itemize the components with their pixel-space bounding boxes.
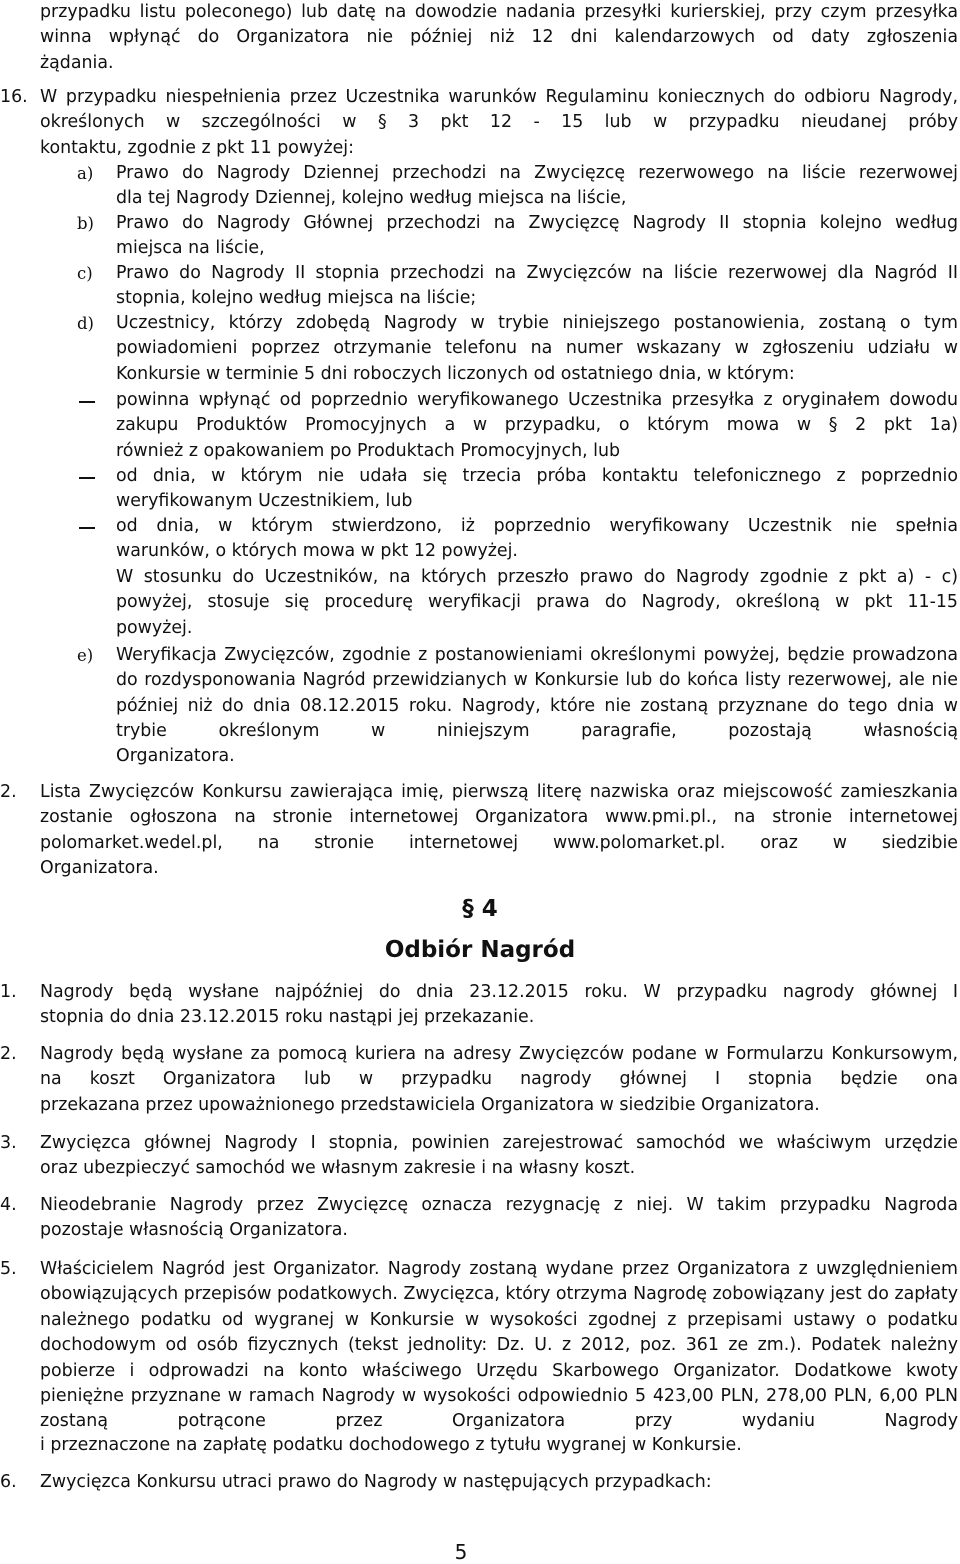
paragraph-text: Zwycięzca głównej Nagrody I stopnia, powinien zarejestrować samochód we właściwym urzędzie bbox=[40, 1133, 958, 1153]
sublist-item-d-end bbox=[116, 362, 958, 387]
paragraph-text: Zwycięzca Konkursu utraci prawo do Nagrody w następujących przypadkach: bbox=[40, 1472, 712, 1492]
paragraph-text: i przeznaczone na zapłatę podatku dochodowego z tytułu wygranej w Konkursie. bbox=[40, 1435, 742, 1455]
list-number: 4. bbox=[0, 1195, 17, 1215]
paragraph-text: Właścicielem Nagród jest Organizator. Nagrody zostaną wydane przez Organizatora z uwzględnieniem obowiązujących przepisów podatkowych. Zwycięzca, który otrzyma Nagrodę zobowiązany jest do zapłaty należnego podatku od wygranej w Konkursie w wysokości zgodnej z przepisami ustawy o podatku dochodowym od osób fizycznych (tekst jednolity: Dz. U. z 2012, poz. 361 ze zm.). Podatek należny pobierze i odprowadzi na konto właściwego Urzędu Skarbowego Organizator. Dodatkowe kwoty pieniężne przyznane w ramach Nagrody w wysokości odpowiednio 5 423,00 PLN, 278,00 PLN, 6,00 PLN zostaną potrącone przez Organizatora przy wydaniu Nagrody bbox=[40, 1259, 958, 1432]
paragraph-text: Nagrody będą wysłane za pomocą kuriera na adresy Zwycięzców podane w Formularzu Konkursowym, na koszt Organizatora lub w przypadku nagrody głównej I stopnia będzie ona bbox=[40, 1044, 958, 1090]
paragraph-text: oraz ubezpieczyć samochód we własnym zakresie i na własny koszt. bbox=[40, 1158, 636, 1178]
item-16-intro-end bbox=[40, 136, 958, 161]
list-number: 5. bbox=[0, 1259, 17, 1279]
list-item-3-end bbox=[40, 1156, 958, 1181]
paragraph-text: od dnia, w którym nie udała się trzecia próba kontaktu telefonicznego z poprzednio bbox=[116, 466, 958, 486]
list-item-4-end bbox=[40, 1218, 958, 1243]
dash-item-end bbox=[116, 439, 958, 464]
paragraph-text: Organizatora. bbox=[40, 858, 159, 878]
section-title: Odbiór Nagród bbox=[384, 937, 576, 963]
list-number: 2. bbox=[0, 782, 17, 802]
sublist-marker: d) bbox=[77, 314, 94, 333]
paragraph-text: W przypadku niespełnienia przez Uczestnika warunków Regulaminu koniecznych do odbioru Nagrody, określonych w szczególności w § 3 pkt 12 - 15 lub w przypadku nieudanej próby bbox=[40, 87, 958, 133]
list-number: 6. bbox=[0, 1472, 17, 1492]
item-2-paragraph-end bbox=[40, 856, 958, 881]
paragraph-text: dla tej Nagrody Dziennej, kolejno według miejsca na liście, bbox=[116, 188, 627, 208]
list-number: 1. bbox=[0, 982, 17, 1002]
paragraph-text: żądania. bbox=[40, 53, 114, 73]
paragraph-text: Lista Zwycięzców Konkursu zawierająca imię, pierwszą literę nazwiska oraz miejscowość zamieszkania zostanie ogłoszona na stronie internetowej Organizatora www.pmi.pl., na stronie internetowej polomarket.wedel.pl, na stronie internetowej www.polomarket.pl. oraz w siedzibie bbox=[40, 782, 958, 853]
paragraph-text: weryfikowanym Uczestnikiem, lub bbox=[116, 491, 413, 511]
page-number: 5 bbox=[454, 1540, 468, 1564]
paragraph-text: powinna wpłynąć od poprzednio weryfikowanego Uczestnika przesyłka z oryginałem dowodu zakupu Produktów Promocyjnych a w przypadku, o którym mowa w § 2 pkt 1a) bbox=[116, 390, 958, 436]
continuation-paragraph-end bbox=[40, 51, 958, 76]
dash-bullet-icon bbox=[79, 477, 95, 479]
list-number: 2. bbox=[0, 1044, 17, 1064]
paragraph-text: Prawo do Nagrody Głównej przechodzi na Zwycięzcę Nagrody II stopnia kolejno według bbox=[116, 213, 958, 233]
paragraph-text: warunków, o których mowa w pkt 12 powyżej. bbox=[116, 541, 518, 561]
sublist-item-b-end bbox=[116, 236, 958, 261]
paragraph-text: stopnia do dnia 23.12.2015 roku nastąpi jej przekazanie. bbox=[40, 1007, 535, 1027]
paragraph-text: Nagrody będą wysłane najpóźniej do dnia 23.12.2015 roku. W przypadku nagrody głównej I bbox=[40, 982, 958, 1002]
sublist-item-a-end bbox=[116, 186, 958, 211]
sublist-marker: b) bbox=[77, 214, 94, 233]
list-number: 3. bbox=[0, 1133, 17, 1153]
paragraph-text: przekazana przez upoważnionego przedstawiciela Organizatora w siedzibie Organizatora. bbox=[40, 1095, 820, 1115]
list-item-2-end bbox=[40, 1093, 958, 1118]
paragraph-text: kontaktu, zgodnie z pkt 11 powyżej: bbox=[40, 138, 354, 158]
paragraph-text: W stosunku do Uczestników, na których przeszło prawo do Nagrody zgodnie z pkt a) - c) powyżej, stosuje się procedurę weryfikacji prawa do Nagrody, określoną w pkt 11-15 bbox=[116, 567, 958, 613]
list-item-1-end bbox=[40, 1005, 958, 1030]
paragraph-text: Weryfikacja Zwycięzców, zgodnie z postanowieniami określonymi powyżej, będzie prowadzona do rozdysponowania Nagród przewidzianych w Konkursie lub do końca listy rezerwowej, ale nie później niż do dnia 08.12.2015 roku. Nagrody, które nie zostaną przyznane do tego dnia w trybie określonym w niniejszym paragrafie, pozostają własnością bbox=[116, 645, 958, 742]
paragraph-text: Nieodebranie Nagrody przez Zwycięzcę oznacza rezygnację z niej. W takim przypadku Nagroda bbox=[40, 1195, 958, 1215]
dash-bullet-icon bbox=[79, 527, 95, 529]
dash-item-end bbox=[116, 489, 958, 514]
paragraph-text: Prawo do Nagrody Dziennej przechodzi na Zwycięzcę rezerwowego na liście rezerwowej bbox=[116, 163, 958, 183]
paragraph-text: powyżej. bbox=[116, 618, 193, 638]
dash-bullet-icon bbox=[79, 401, 95, 403]
sublist-note-end bbox=[116, 616, 958, 641]
paragraph-text: również z opakowaniem po Produktach Promocyjnych, lub bbox=[116, 441, 621, 461]
sublist-marker: e) bbox=[77, 646, 94, 665]
paragraph-text: Organizatora. bbox=[116, 746, 235, 766]
sublist-marker: a) bbox=[77, 164, 94, 183]
list-number: 16. bbox=[0, 87, 28, 107]
paragraph-text: Uczestnicy, którzy zdobędą Nagrody w trybie niniejszego postanowienia, zostaną o tym powiadomieni poprzez otrzymanie telefonu na numer wskazany w zgłoszeniu udziału w bbox=[116, 313, 958, 359]
sublist-item-c-end bbox=[116, 286, 958, 311]
list-item-5-end bbox=[40, 1433, 958, 1458]
paragraph-text: miejsca na liście, bbox=[116, 238, 265, 258]
paragraph-text: pozostaje własnością Organizatora. bbox=[40, 1220, 348, 1240]
dash-item-end bbox=[116, 539, 958, 564]
paragraph-text: stopnia, kolejno według miejsca na liście; bbox=[116, 288, 477, 308]
paragraph-text: Konkursie w terminie 5 dni roboczych liczonych od ostatniego dnia, w którym: bbox=[116, 364, 795, 384]
paragraph-text: od dnia, w którym stwierdzono, iż poprzednio weryfikowany Uczestnik nie spełnia bbox=[116, 516, 958, 536]
list-item-6 bbox=[40, 1470, 958, 1495]
sublist-item-e-end bbox=[116, 744, 958, 769]
sublist-marker: c) bbox=[77, 264, 93, 283]
list-item-5 bbox=[40, 1257, 958, 1460]
section-heading: § 4 bbox=[462, 896, 498, 922]
paragraph-text: Prawo do Nagrody II stopnia przechodzi na Zwycięzców na liście rezerwowej dla Nagród II bbox=[116, 263, 958, 283]
paragraph-text: przypadku listu poleconego) lub datę na dowodzie nadania przesyłki kurierskiej, przy czym przesyłka winna wpłynąć do Organizatora nie później niż 12 dni kalendarzowych od daty zgłoszenia bbox=[40, 2, 958, 48]
